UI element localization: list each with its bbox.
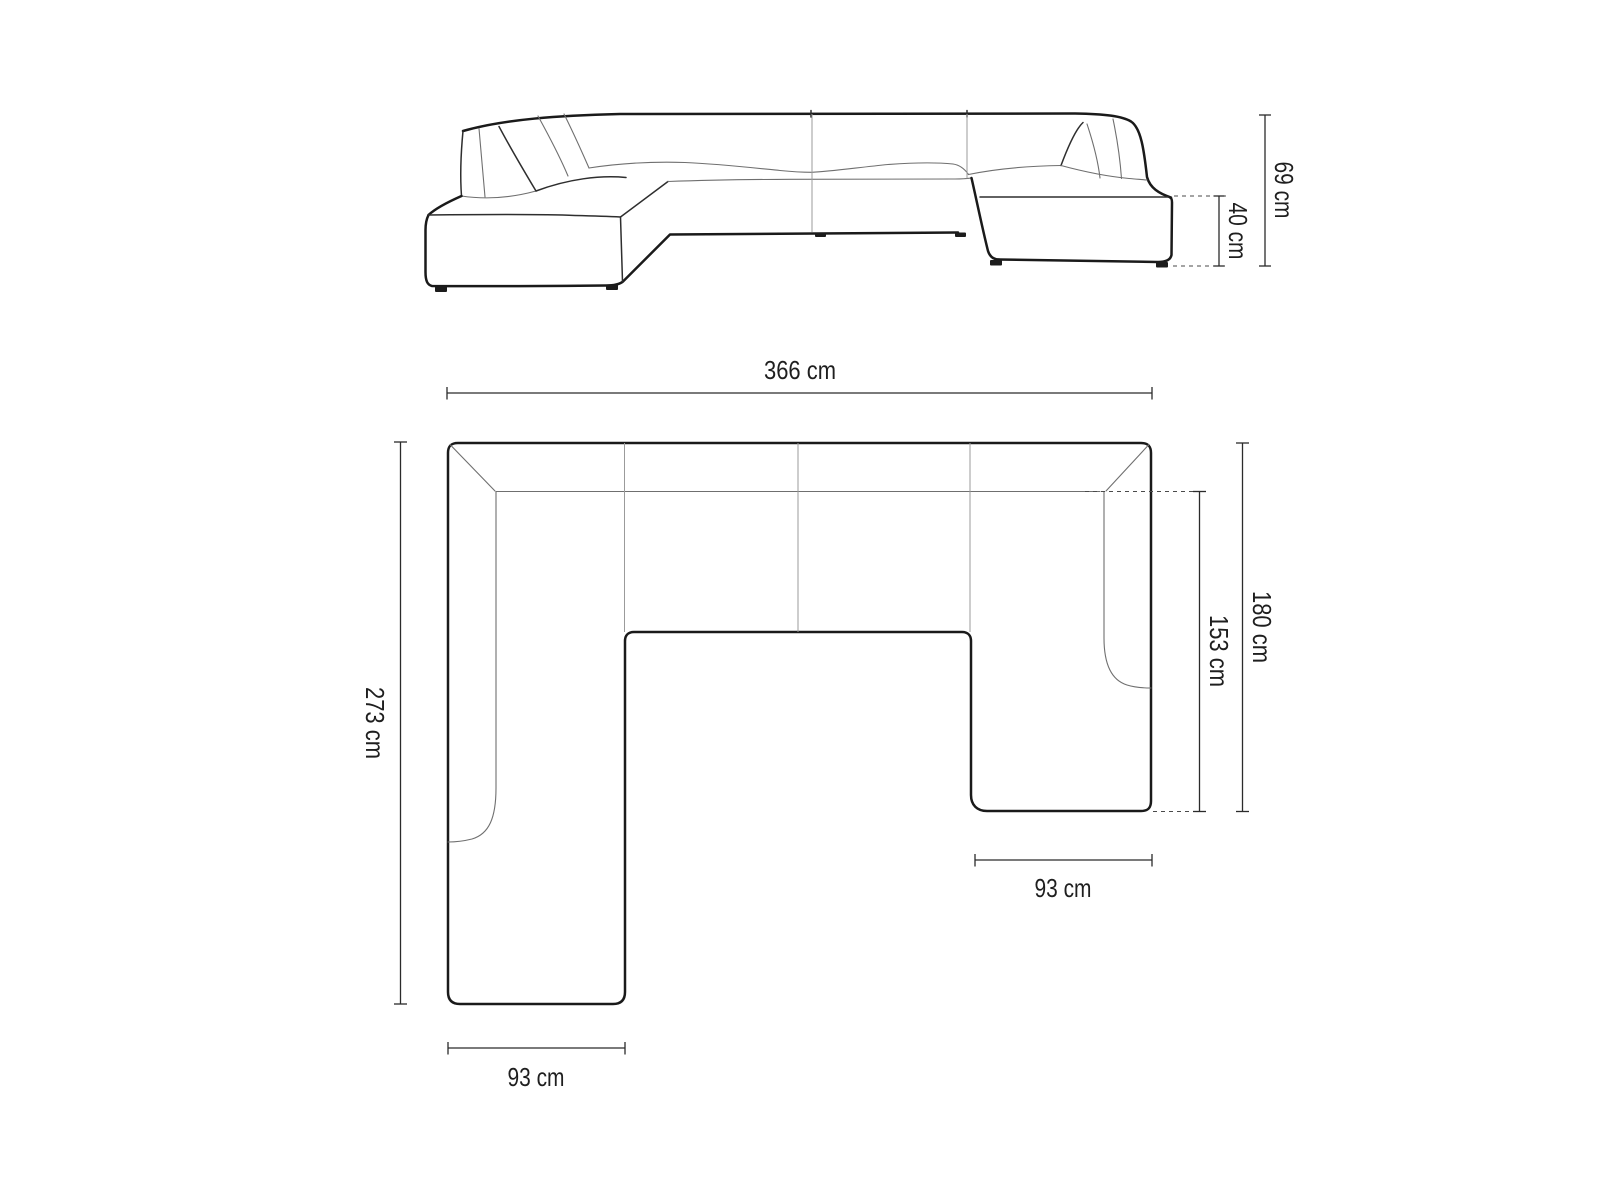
right-backrest-bottom-seam [1061, 166, 1147, 181]
front-view-dimensions [1173, 115, 1299, 274]
foot-left-chaise-rear [606, 285, 618, 291]
dim-label-right-arm-width: 93 cm [1034, 873, 1092, 903]
plan-corner-diagonal-right [1106, 445, 1149, 492]
dimension-line-273 [394, 442, 407, 1004]
plan-corner-diagonal-left [450, 445, 495, 492]
plan-outline [448, 443, 1151, 1004]
dimension-line-40 [1214, 196, 1225, 266]
plan-right-arm-seam [1104, 492, 1151, 689]
dim-label-left-depth: 273 cm [360, 687, 390, 773]
right-chaise-outline [999, 198, 1172, 263]
top-view-dimensions [360, 355, 1277, 1092]
left-chaise-rear-top-edge [536, 177, 626, 191]
dimension-line-366 [447, 387, 1152, 400]
dimension-line-93-right [975, 854, 1152, 867]
left-chaise-top-receding-edge [621, 182, 669, 218]
left-backrest-bottom-seam [462, 191, 537, 198]
dim-label-right-depth: 180 cm [1247, 591, 1277, 677]
right-backrest-seam-1 [1087, 124, 1100, 178]
right-chaise-cushion-wave [969, 166, 1062, 175]
right-backrest-left-edge [1061, 123, 1083, 166]
seat-cushion-wave [589, 162, 969, 174]
left-backrest-left-edge [461, 131, 463, 196]
left-chaise-outline [426, 215, 959, 286]
front-view-drawing [426, 111, 1173, 293]
corner-back-seam-1 [538, 116, 568, 176]
right-chaise-left-edge [972, 178, 1000, 260]
plan-left-arm-seam [448, 492, 496, 842]
left-chaise-shoulder [429, 196, 462, 215]
right-backrest-seam-2 [1113, 119, 1122, 179]
left-backrest-seam [479, 129, 485, 198]
foot-center-right [955, 233, 966, 238]
foot-left-chaise-front [435, 287, 447, 293]
dim-label-seat-height: 40 cm [1223, 202, 1253, 274]
left-chaise-front-right-edge [621, 217, 623, 282]
dim-label-chaise-length: 153 cm [1204, 615, 1234, 701]
dim-label-left-arm-width: 93 cm [507, 1062, 565, 1092]
foot-center-left [815, 233, 826, 238]
dimension-line-93-left [448, 1042, 625, 1055]
dim-label-total-height: 69 cm [1269, 161, 1299, 233]
dim-label-total-width: 366 cm [764, 355, 836, 385]
seat-front-line [668, 178, 972, 182]
corner-back-seam-2 [564, 114, 589, 168]
top-view-drawing [448, 443, 1151, 1004]
foot-right-chaise-rear [1156, 262, 1168, 268]
foot-right-chaise-front [990, 260, 1002, 266]
left-chaise-top-front-edge [429, 215, 621, 218]
left-backrest-cushion-edge [499, 127, 536, 192]
